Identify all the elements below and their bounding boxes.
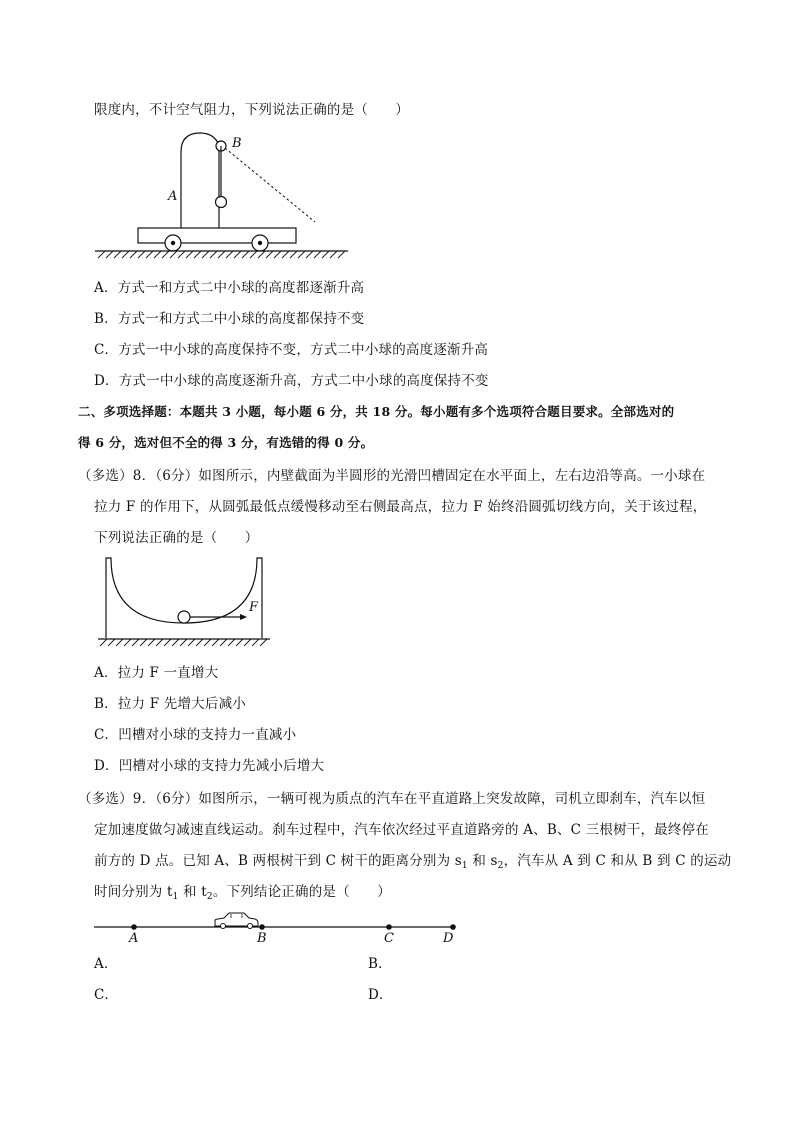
question-7-stem-tail: 限度内，不计空气阻力，下列说法正确的是（ ） (94, 102, 410, 118)
point-label-a: A (129, 931, 139, 946)
question-8-option-b: B．拉力 F 先增大后减小 (94, 696, 246, 712)
question-9-line3: 前方的 D 点。已知 A、B 两根树干到 C 树干的距离分别为 $s_1$ 和 $s_2$，汽车从 A 到 C 和从 B 到 C 的运动 (94, 853, 732, 871)
question-9-figure-road (92, 908, 462, 948)
question-8-line3: 下列说法正确的是（ ） (94, 530, 259, 546)
question-8-figure-groove (94, 553, 274, 650)
question-9-option-d: D． (368, 987, 393, 1003)
question-9-option-c: C． (94, 987, 119, 1003)
point-label-c: C (384, 931, 394, 946)
question-7-figure-cart-pendulum (90, 126, 360, 260)
question-7-option-b: B．方式一和方式二中小球的高度都保持不变 (94, 311, 365, 327)
question-7-option-a: A．方式一和方式二中小球的高度都逐渐升高 (94, 280, 365, 296)
point-label-d: D (443, 931, 454, 946)
label-a: A (168, 189, 178, 204)
question-8-line2: 拉力 F 的作用下，从圆弧最低点缓慢移动至右侧最高点，拉力 F 始终沿圆弧切线方向，关于该过程， (94, 499, 707, 515)
question-8-line1: （多选）8．（6分）如图所示，内壁截面为半圆形的光滑凹槽固定在水平面上，左右边沿等高。一小球在 (78, 468, 706, 484)
question-9-line4: 时间分别为 $t_1$ 和 $t_2$。下列结论正确的是（ ） (94, 884, 391, 902)
section-2-heading-line2: 得 6 分，选对但不全的得 3 分，有选错的得 0 分。 (78, 435, 374, 450)
question-9-option-b: B． (368, 956, 392, 972)
question-7-option-d: D．方式一中小球的高度逐渐升高，方式二中小球的高度保持不变 (94, 373, 489, 389)
question-9-option-a: A． (94, 956, 118, 972)
question-8-option-d: D．凹槽对小球的支持力先减小后增大 (94, 758, 325, 774)
question-8-option-c: C．凹槽对小球的支持力一直减小 (94, 727, 297, 743)
question-7-option-c: C．方式一中小球的高度保持不变，方式二中小球的高度逐渐升高 (94, 342, 489, 358)
question-9-line1: （多选）9．（6分）如图所示，一辆可视为质点的汽车在平直道路上突发故障，司机立即刹车，汽车以恒 (78, 791, 706, 807)
label-b: B (232, 136, 242, 151)
question-8-option-a: A．拉力 F 一直增大 (94, 665, 219, 681)
label-f: F (249, 600, 259, 615)
section-2-heading-line1: 二、多项选择题：本题共 3 小题，每小题 6 分，共 18 分。每小题有多个选项符合题目要求。全部选对的 (78, 404, 675, 419)
point-label-b: B (257, 931, 267, 946)
question-9-line2: 定加速度做匀减速直线运动。刹车过程中，汽车依次经过平直道路旁的 A、B、C 三根树干，最终停在 (94, 822, 709, 838)
